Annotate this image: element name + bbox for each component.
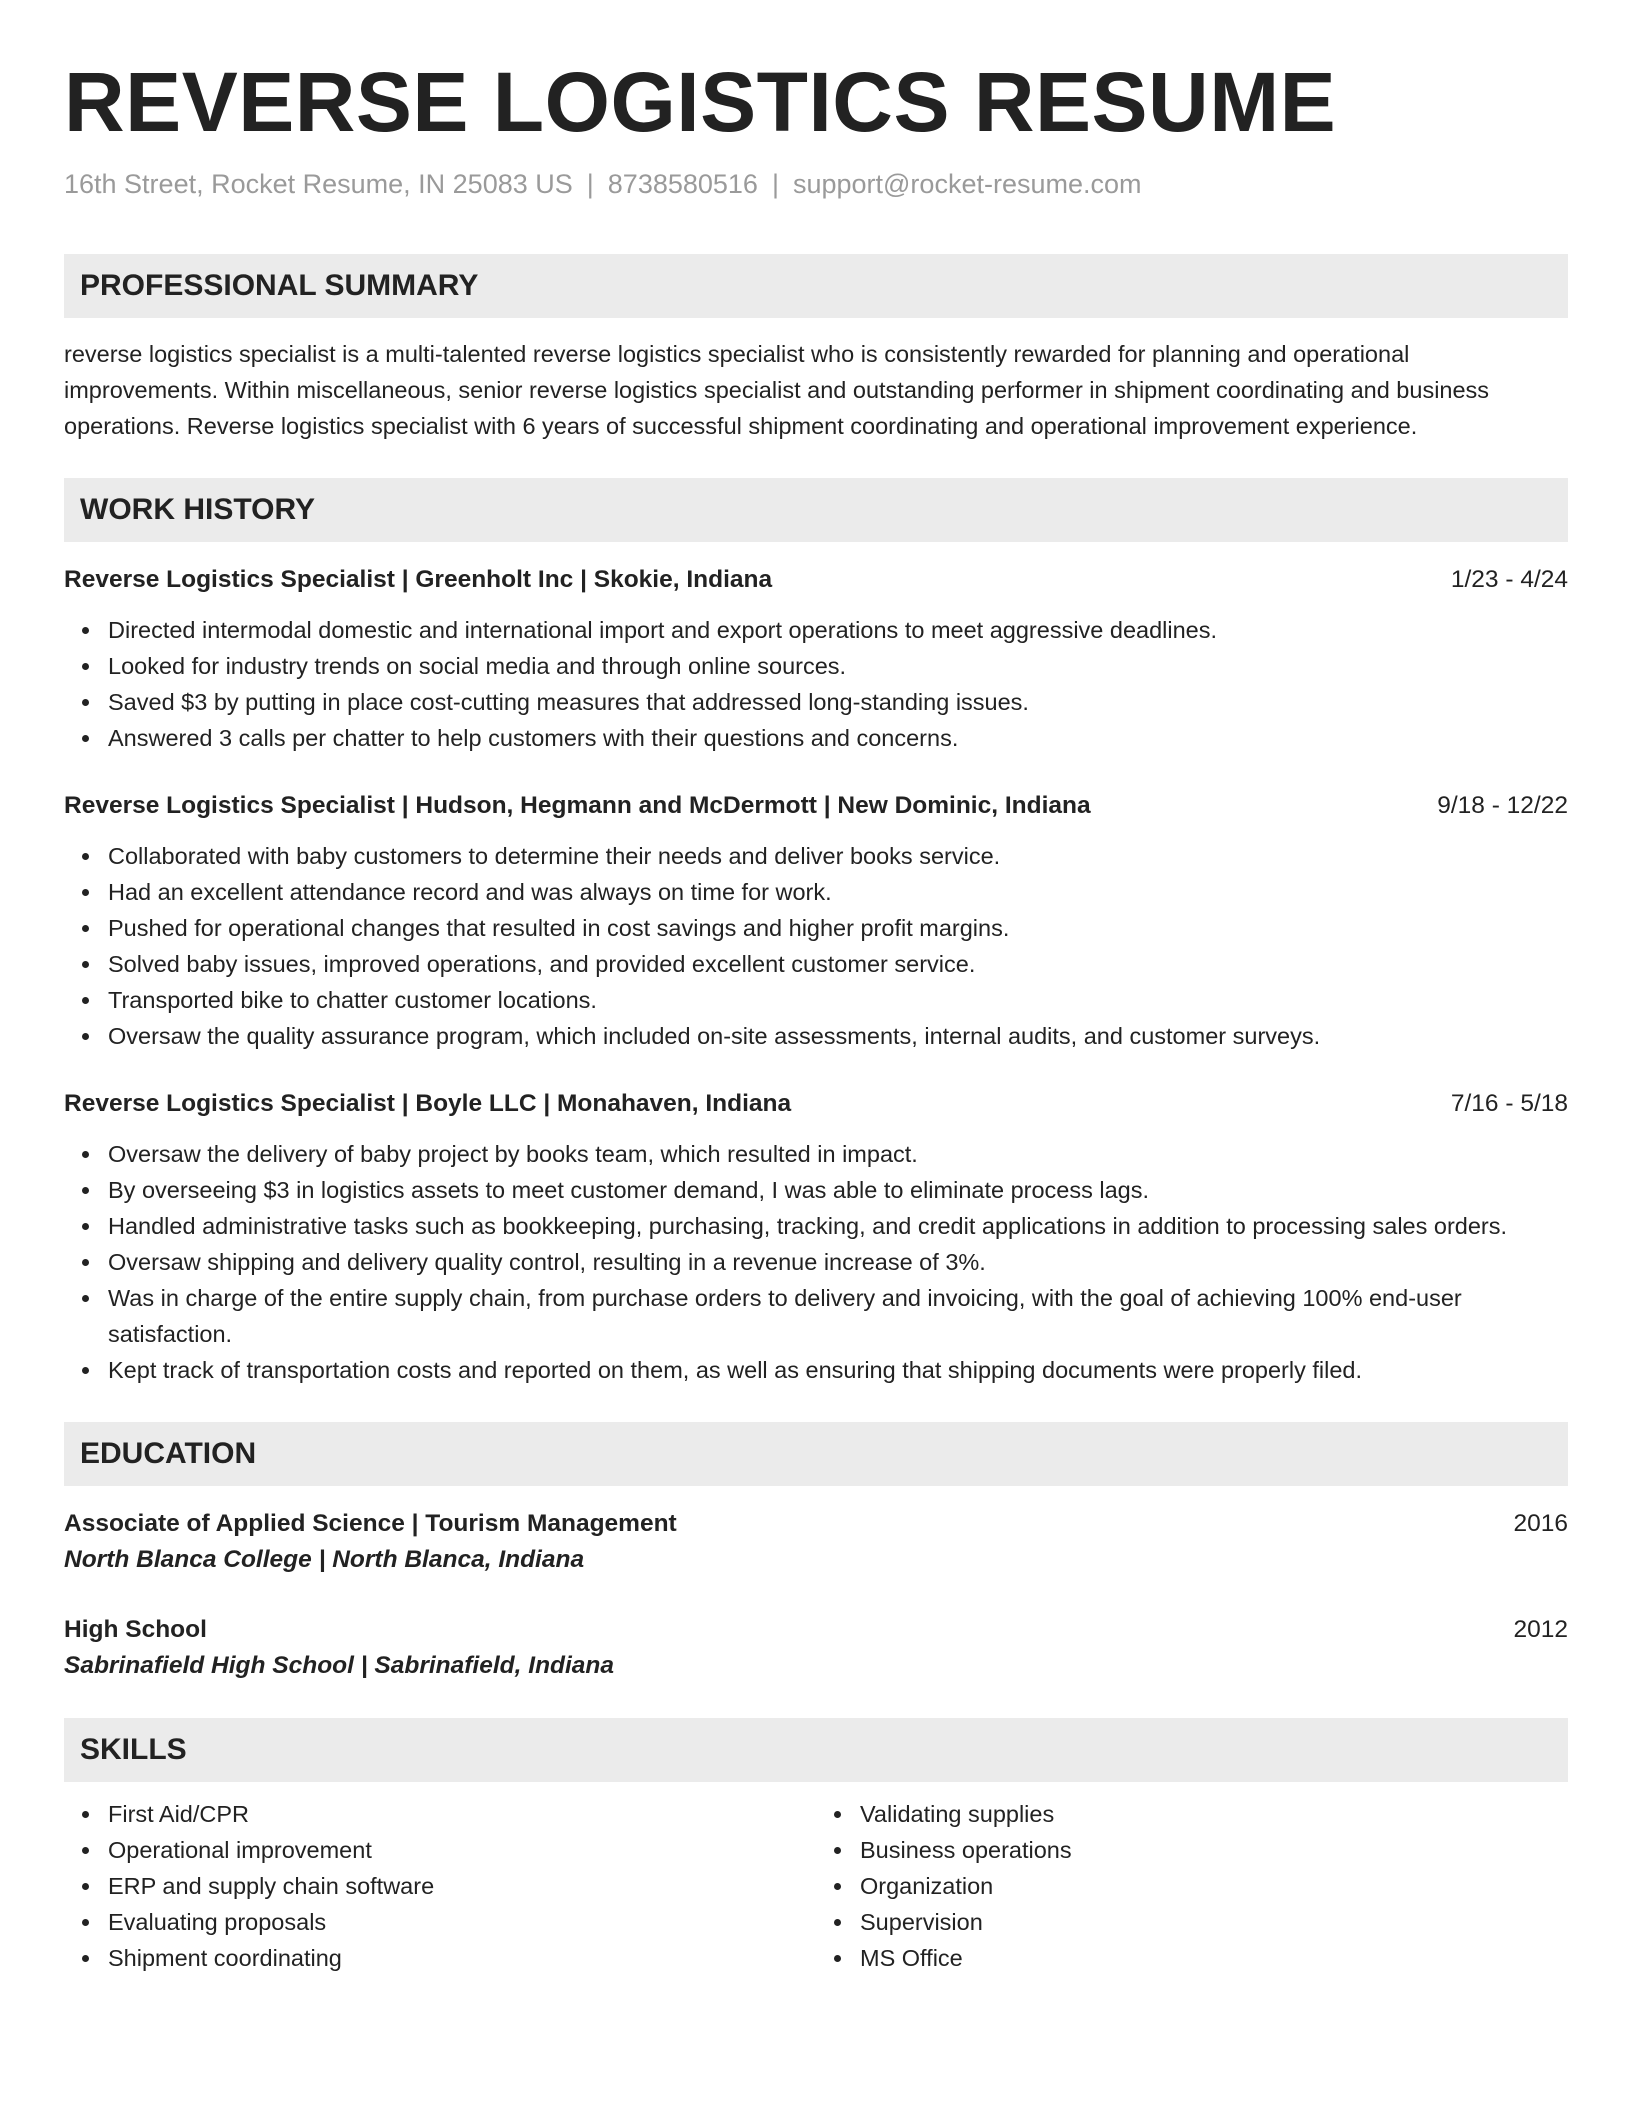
skill-item: Business operations	[860, 1832, 1568, 1868]
skill-item: MS Office	[860, 1940, 1568, 1976]
education-year: 2012	[1513, 1616, 1568, 1643]
job-bullet: Looked for industry trends on social media and through online sources.	[108, 648, 1568, 684]
job-bullet: By overseeing $3 in logistics assets to meet customer demand, I was able to eliminate process lags.	[108, 1172, 1568, 1208]
job-bullet: Solved baby issues, improved operations, and provided excellent customer service.	[108, 946, 1568, 982]
job-dates: 7/16 - 5/18	[1450, 1090, 1568, 1117]
skills-column-right	[816, 1796, 1568, 1976]
section-heading-summary: PROFESSIONAL SUMMARY	[64, 254, 1568, 318]
skill-item: Evaluating proposals	[108, 1904, 816, 1940]
skill-item: Operational improvement	[108, 1832, 816, 1868]
resume-title: REVERSE LOGISTICS RESUME	[64, 55, 1337, 149]
skill-item: Validating supplies	[860, 1796, 1568, 1832]
job-bullet: Oversaw the quality assurance program, which included on-site assessments, internal audits, and customer surveys.	[108, 1018, 1568, 1054]
job-bullet: Was in charge of the entire supply chain, from purchase orders to delivery and invoicing, with the goal of achieving 100% end-user satisfaction.	[108, 1280, 1568, 1352]
job-bullet: Oversaw the delivery of baby project by books team, which resulted in impact.	[108, 1136, 1568, 1172]
job-bullets	[64, 612, 1568, 756]
education-header	[64, 1506, 1568, 1542]
education-entry	[64, 1612, 1568, 1684]
job-title: Reverse Logistics Specialist | Boyle LLC | Monahaven, Indiana	[64, 1090, 792, 1117]
job-title: Reverse Logistics Specialist | Hudson, Hegmann and McDermott | New Dominic, Indiana	[64, 792, 1091, 819]
education-year: 2016	[1513, 1510, 1568, 1537]
section-heading-education: EDUCATION	[64, 1422, 1568, 1486]
job-bullet: Transported bike to chatter customer locations.	[108, 982, 1568, 1018]
education-school: Sabrinafield High School | Sabrinafield, Indiana	[64, 1652, 615, 1679]
job-bullet: Saved $3 by putting in place cost-cutting measures that addressed long-standing issues.	[108, 684, 1568, 720]
skill-item: ERP and supply chain software	[108, 1868, 816, 1904]
contact-separator: |	[586, 169, 594, 199]
education-degree: High School	[64, 1616, 207, 1643]
contact-separator: |	[771, 169, 779, 199]
job-entry	[64, 1086, 1568, 1388]
contact-phone: 8738580516	[607, 169, 758, 199]
job-bullet: Pushed for operational changes that resulted in cost savings and higher profit margins.	[108, 910, 1568, 946]
job-bullet: Directed intermodal domestic and international import and export operations to meet aggressive deadlines.	[108, 612, 1568, 648]
skill-item: Supervision	[860, 1904, 1568, 1940]
job-bullet: Had an excellent attendance record and was always on time for work.	[108, 874, 1568, 910]
job-entry	[64, 788, 1568, 1054]
education-header	[64, 1612, 1568, 1648]
summary-text: reverse logistics specialist is a multi-talented reverse logistics specialist who is consistently rewarded for planning and operational improvements. Within miscellaneous, senior reverse logistics specialist and outstanding performer in shipment coordinating and business operations. Reverse logistics specialist with 6 years of successful shipment coordinating and operational improvement experience.	[64, 341, 1490, 439]
job-bullets	[64, 1136, 1568, 1388]
skills-list	[64, 1796, 1568, 1976]
job-header	[64, 788, 1568, 824]
job-bullet: Kept track of transportation costs and reported on them, as well as ensuring that shipping documents were properly filed.	[108, 1352, 1568, 1388]
skills-column-left	[64, 1796, 816, 1976]
skill-item: First Aid/CPR	[108, 1796, 816, 1832]
education-entry	[64, 1506, 1568, 1578]
job-entry	[64, 562, 1568, 756]
job-header	[64, 1086, 1568, 1122]
job-bullet: Collaborated with baby customers to determine their needs and deliver books service.	[108, 838, 1568, 874]
job-header	[64, 562, 1568, 598]
job-bullet: Handled administrative tasks such as bookkeeping, purchasing, tracking, and credit applications in addition to processing sales orders.	[108, 1208, 1568, 1244]
job-title: Reverse Logistics Specialist | Greenholt Inc | Skokie, Indiana	[64, 566, 773, 593]
job-bullet: Oversaw shipping and delivery quality control, resulting in a revenue increase of 3%.	[108, 1244, 1568, 1280]
job-bullets	[64, 838, 1568, 1054]
job-dates: 9/18 - 12/22	[1437, 792, 1568, 819]
education-school: North Blanca College | North Blanca, Indiana	[64, 1546, 585, 1573]
job-dates: 1/23 - 4/24	[1450, 566, 1568, 593]
skill-item: Organization	[860, 1868, 1568, 1904]
section-heading-work-history: WORK HISTORY	[64, 478, 1568, 542]
contact-line	[64, 166, 1568, 202]
skill-item: Shipment coordinating	[108, 1940, 816, 1976]
job-bullet: Answered 3 calls per chatter to help customers with their questions and concerns.	[108, 720, 1568, 756]
education-degree: Associate of Applied Science | Tourism Management	[64, 1510, 677, 1537]
contact-email: support@rocket-resume.com	[792, 169, 1142, 199]
contact-address: 16th Street, Rocket Resume, IN 25083 US	[64, 169, 573, 199]
section-heading-skills: SKILLS	[64, 1718, 1568, 1782]
